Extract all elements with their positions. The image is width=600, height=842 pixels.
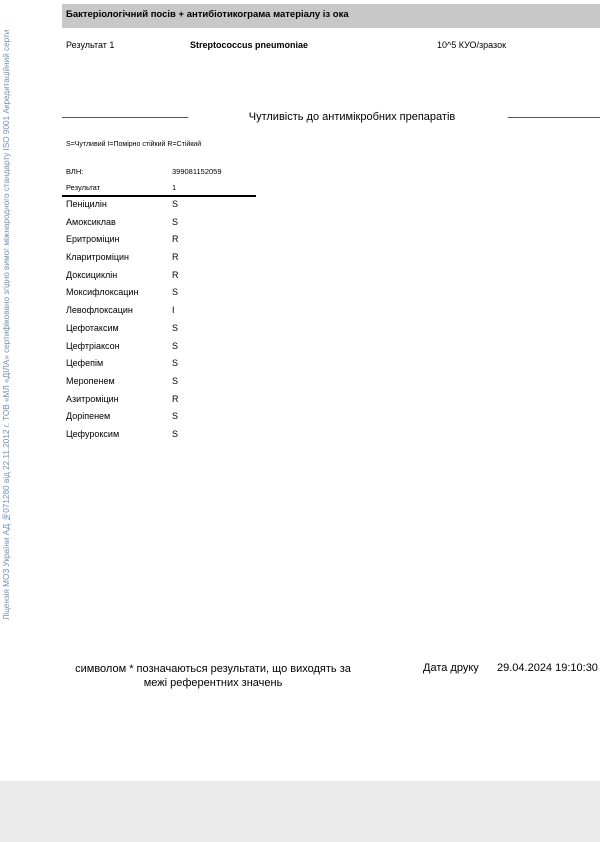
susceptibility-value: S xyxy=(172,216,179,227)
page-title: Бактеріологічний посів + антибіотикограма матеріалу із ока xyxy=(66,9,349,20)
susceptibility-value: R xyxy=(172,393,179,404)
antibiotic-name: Доксициклін xyxy=(66,269,118,280)
antibiotic-name: Меропенем xyxy=(66,375,115,386)
antibiotic-name: Пеніцилін xyxy=(66,199,107,209)
susceptibility-value: R xyxy=(172,269,179,280)
table-row xyxy=(0,285,600,303)
antibiotic-name: Цефепім xyxy=(66,358,104,369)
table-row xyxy=(0,215,600,233)
antibiotic-name: Еритроміцин xyxy=(66,234,120,245)
antibiotic-table xyxy=(0,197,600,445)
table-row xyxy=(0,303,600,321)
header-bar xyxy=(62,4,600,28)
susceptibility-value: R xyxy=(172,252,179,263)
susceptibility-value: S xyxy=(172,375,179,386)
footer-note: символом * позначаються результати, що виходять за межі референтних значень xyxy=(75,663,351,689)
susceptibility-value: S xyxy=(172,428,179,439)
table-row xyxy=(0,197,600,215)
susceptibility-value: S xyxy=(172,358,179,369)
table-row xyxy=(0,374,600,392)
table-row xyxy=(0,232,600,250)
vln-label: ВЛН: xyxy=(66,167,84,176)
print-date-label: Дата друку xyxy=(423,662,479,674)
print-date-value: 29.04.2024 19:10:30 xyxy=(497,662,598,674)
page-bottom-area xyxy=(0,781,600,842)
table-row xyxy=(0,321,600,339)
colony-count: 10^5 КУО/зразок xyxy=(437,40,507,50)
susceptibility-value: I xyxy=(172,305,175,316)
license-sidebar-text: Ліцензія МОЗ України АД №071280 від 22.11.2012 г. ТОВ «МЛ «ДІЛА» сертифіковано згідно вимог міжнародного стандарту ISO 9001 Акредитаційний серти xyxy=(2,29,11,620)
susceptibility-value: S xyxy=(172,199,179,209)
section-divider-right xyxy=(508,117,600,118)
result-label: Результат 1 xyxy=(66,40,115,50)
result-row xyxy=(0,40,600,54)
table-row xyxy=(0,427,600,445)
susceptibility-legend: S=Чутливий I=Помірно стійкий R=Стійкий xyxy=(66,141,202,148)
result-number-value: 1 xyxy=(172,183,177,192)
antibiotic-name: Моксифлоксацин xyxy=(66,287,139,298)
susceptibility-value: S xyxy=(172,411,179,422)
table-row xyxy=(0,409,600,427)
antibiotic-name: Амоксиклав xyxy=(66,216,116,227)
susceptibility-value: S xyxy=(172,322,179,333)
susceptibility-value: R xyxy=(172,234,179,245)
antibiotic-name: Левофлоксацин xyxy=(66,305,133,316)
susceptibility-value: S xyxy=(172,287,179,298)
antibiotic-name: Кларитроміцин xyxy=(66,252,130,263)
table-row xyxy=(0,268,600,286)
antibiotic-name: Доріпенем xyxy=(66,411,111,422)
antibiotic-name: Азитроміцин xyxy=(66,393,119,404)
organism-name: Streptococcus pneumoniae xyxy=(190,40,309,50)
susceptibility-value: S xyxy=(172,340,179,351)
table-row xyxy=(0,356,600,374)
table-row xyxy=(0,392,600,410)
vln-value: 399081152059 xyxy=(172,167,222,176)
table-row xyxy=(0,339,600,357)
antibiotic-name: Цефотаксим xyxy=(66,322,119,333)
result-number-label: Результат xyxy=(66,183,101,192)
table-row xyxy=(0,250,600,268)
antibiotic-name: Цефтріаксон xyxy=(66,340,120,351)
section-title-text: Чутливість до антимікробних препаратів xyxy=(248,111,456,123)
antibiotic-name: Цефуроксим xyxy=(66,428,120,439)
